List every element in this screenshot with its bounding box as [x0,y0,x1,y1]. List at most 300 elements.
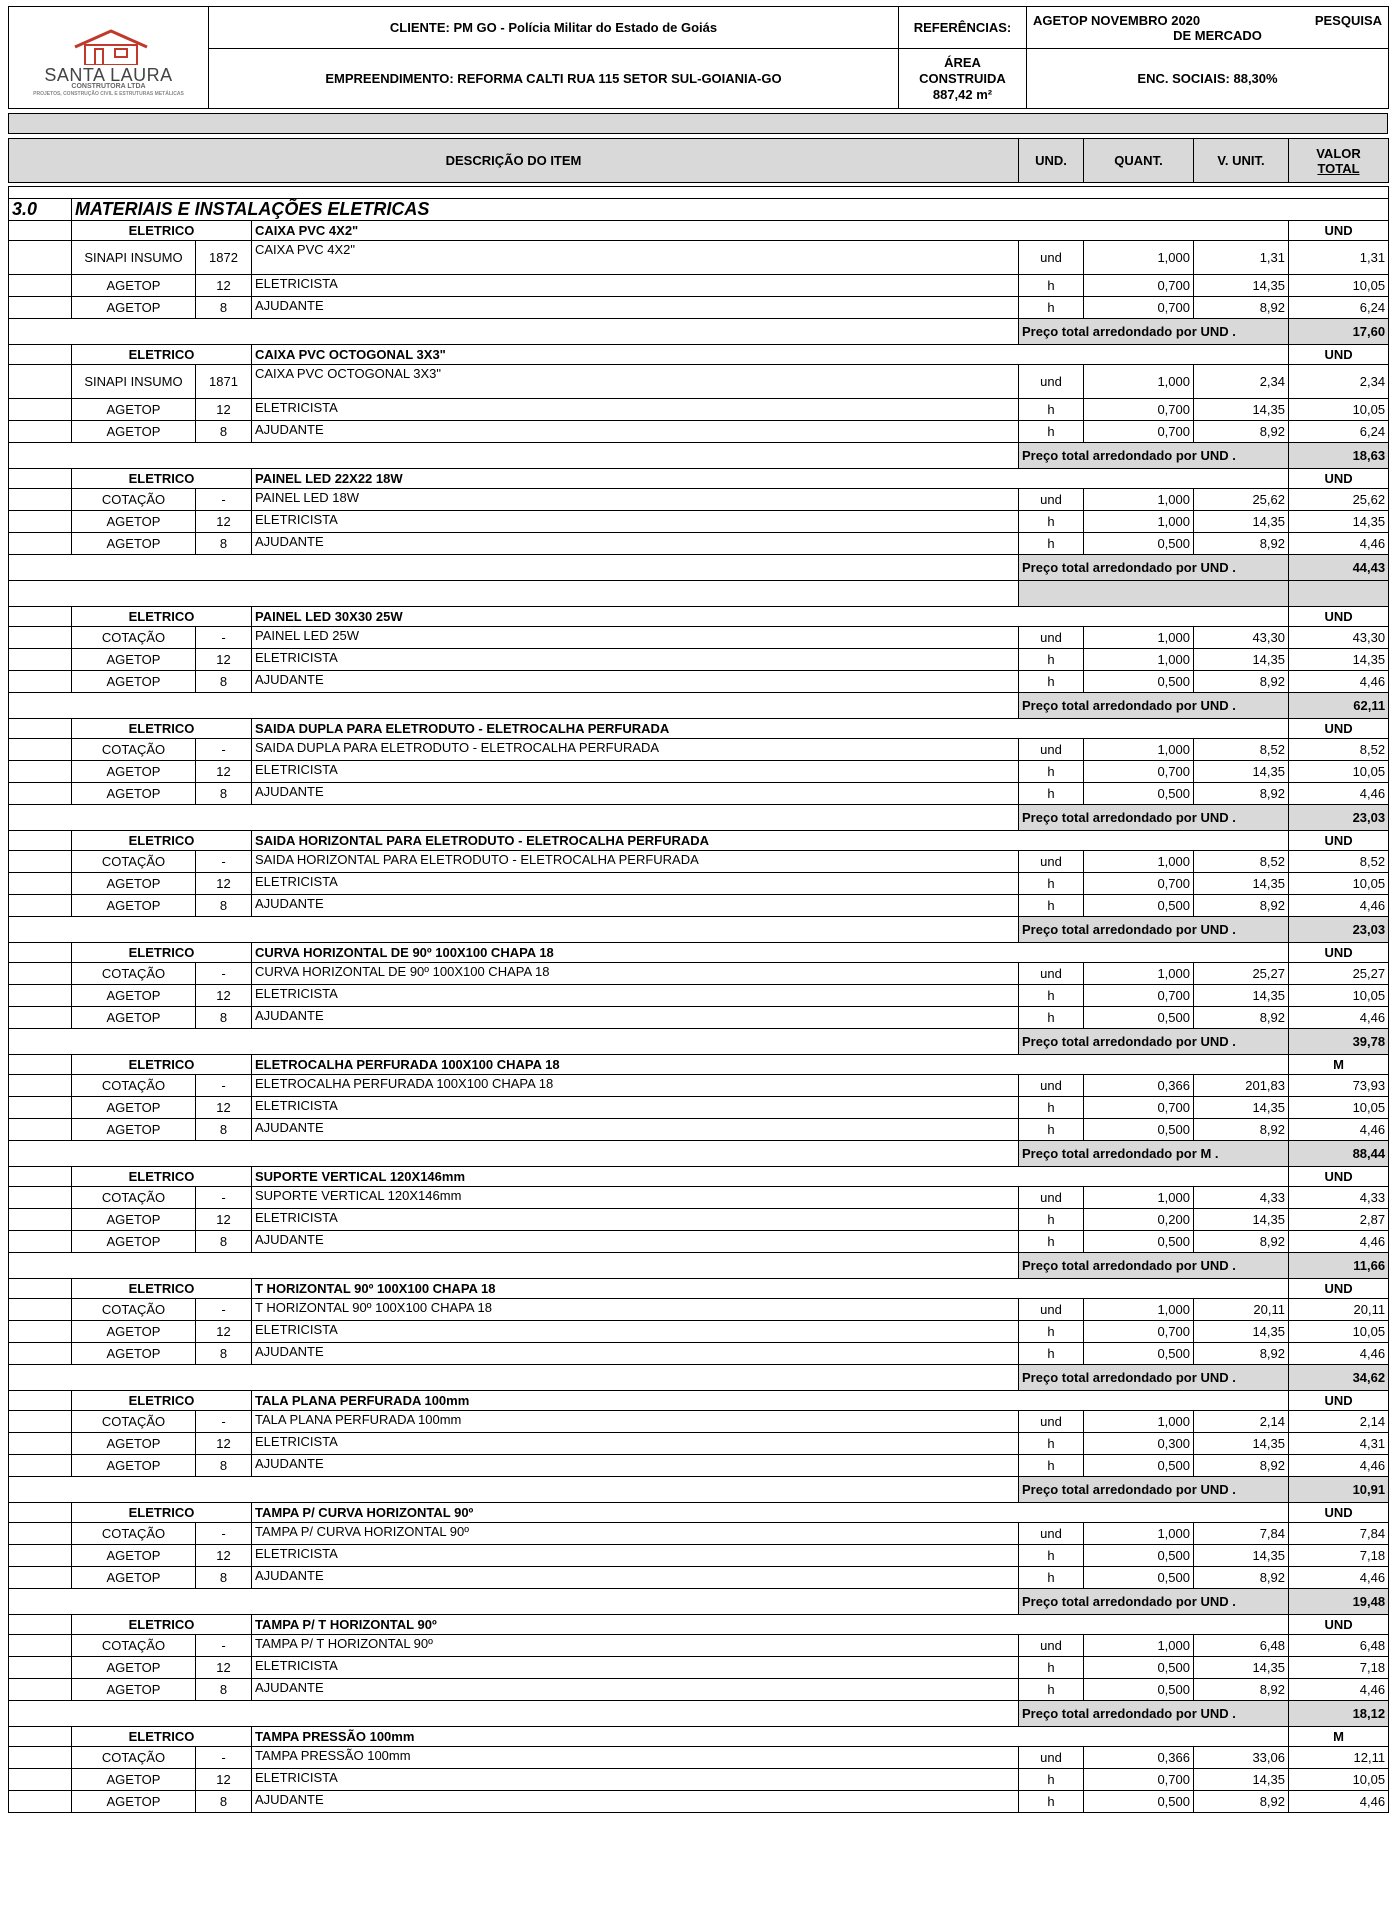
table-row [9,399,1389,421]
source-cell: COTAÇÃO [72,1747,196,1769]
blank-cell [9,275,72,297]
blank-cell [9,1279,72,1299]
unit-price-cell: 25,62 [1194,489,1289,511]
quantity-cell: 0,700 [1084,1097,1194,1119]
blank-cell [9,399,72,421]
item-title: SAIDA DUPLA PARA ELETRODUTO - ELETROCALHA PERFURADA [252,719,1289,739]
source-cell: AGETOP [72,985,196,1007]
unit-price-cell: 2,14 [1194,1411,1289,1433]
blank-cell [9,511,72,533]
unit-cell: h [1019,671,1084,693]
table-row [9,1209,1389,1231]
unit-cell: h [1019,1119,1084,1141]
description-cell: CURVA HORIZONTAL DE 90º 100X100 CHAPA 18 [252,963,1019,985]
description-cell: AJUDANTE [252,1567,1019,1589]
unit-price-cell: 8,92 [1194,421,1289,443]
total-row [9,917,1389,943]
source-cell: AGETOP [72,783,196,805]
references-label: REFERÊNCIAS: [899,7,1027,49]
total-row [9,443,1389,469]
description-cell: TALA PLANA PERFURADA 100mm [252,1411,1019,1433]
table-row [9,1455,1389,1477]
items-table [8,186,1389,1813]
blank-cell [9,1433,72,1455]
blank-cell [9,1503,72,1523]
table-row [9,1187,1389,1209]
total-label-unit: M . [1200,1146,1219,1161]
unit-cell: h [1019,511,1084,533]
unit-cell: h [1019,873,1084,895]
source-cell: COTAÇÃO [72,1187,196,1209]
description-cell: SAIDA DUPLA PARA ELETRODUTO - ELETROCALHA PERFURADA [252,739,1019,761]
unit-price-cell: 8,92 [1194,895,1289,917]
blank-cell [9,319,1019,345]
code-cell: - [196,489,252,511]
budget-sheet [8,6,1388,1813]
blank-cell [9,1657,72,1679]
item-header-row [9,831,1389,851]
item-category: ELETRICO [72,1279,252,1299]
blank-cell [9,489,72,511]
source-cell: AGETOP [72,873,196,895]
total-cell: 10,05 [1289,761,1389,783]
total-cell: 10,05 [1289,399,1389,421]
item-unit: UND [1289,719,1389,739]
total-cell: 20,11 [1289,1299,1389,1321]
table-row [9,1679,1389,1701]
total-label-prefix: Preço total arredondado por [1022,1370,1197,1385]
unit-price-cell: 14,35 [1194,985,1289,1007]
blank-cell [9,1231,72,1253]
blank-cell [9,1391,72,1411]
item-unit: UND [1289,1167,1389,1187]
description-cell: AJUDANTE [252,1455,1019,1477]
item-category: ELETRICO [72,1391,252,1411]
quantity-cell: 0,500 [1084,1007,1194,1029]
description-cell: AJUDANTE [252,1007,1019,1029]
unit-price-cell: 4,33 [1194,1187,1289,1209]
source-cell: AGETOP [72,649,196,671]
unit-cell: h [1019,1321,1084,1343]
quantity-cell: 0,500 [1084,783,1194,805]
total-cell: 10,05 [1289,1321,1389,1343]
total-label-prefix: Preço total arredondado por [1022,1146,1197,1161]
quantity-cell: 1,000 [1084,1635,1194,1657]
unit-cell: h [1019,1343,1084,1365]
source-cell: SINAPI INSUMO [72,241,196,275]
blank-cell [9,1455,72,1477]
blank-cell [9,783,72,805]
item-category: ELETRICO [72,1055,252,1075]
quantity-cell: 1,000 [1084,963,1194,985]
unit-cell: h [1019,783,1084,805]
blank-cell [9,1477,1019,1503]
total-cell: 4,46 [1289,1007,1389,1029]
source-cell: COTAÇÃO [72,627,196,649]
built-area [899,49,1027,109]
source-cell: AGETOP [72,511,196,533]
blank-cell [9,469,72,489]
total-row [9,1141,1389,1167]
code-cell: - [196,1747,252,1769]
unit-cell: h [1019,1545,1084,1567]
total-label [1019,555,1289,581]
total-label-unit: UND . [1200,1034,1236,1049]
total-cell: 4,46 [1289,1455,1389,1477]
item-title: TAMPA PRESSÃO 100mm [252,1727,1289,1747]
table-row [9,895,1389,917]
total-cell: 14,35 [1289,511,1389,533]
code-cell: - [196,739,252,761]
total-cell: 7,18 [1289,1657,1389,1679]
section-number: 3.0 [9,199,72,221]
description-cell: AJUDANTE [252,895,1019,917]
spacer-row [9,187,1389,199]
source-cell: AGETOP [72,1231,196,1253]
blank-cell [9,943,72,963]
code-cell: 12 [196,649,252,671]
description-cell: AJUDANTE [252,421,1019,443]
col-description: DESCRIÇÃO DO ITEM [9,139,1019,183]
code-cell: - [196,1411,252,1433]
unit-price-cell: 14,35 [1194,1097,1289,1119]
source-cell: COTAÇÃO [72,739,196,761]
item-category: ELETRICO [72,1615,252,1635]
blank-cell [9,831,72,851]
item-total-value: 44,43 [1289,555,1389,581]
gap-table [8,113,1388,134]
table-row [9,1119,1389,1141]
source-cell: COTAÇÃO [72,851,196,873]
column-header [8,138,1389,183]
item-total-value: 19,48 [1289,1589,1389,1615]
blank-cell [9,851,72,873]
blank-cell [9,1007,72,1029]
total-label [1019,1029,1289,1055]
blank-cell [9,555,1019,581]
code-cell: 8 [196,783,252,805]
source-cell: AGETOP [72,1679,196,1701]
reference-sources [1027,7,1389,49]
unit-cell: h [1019,1455,1084,1477]
quantity-cell: 0,500 [1084,1657,1194,1679]
code-cell: 12 [196,985,252,1007]
description-cell: ELETRICISTA [252,649,1019,671]
total-label-unit: UND . [1200,560,1236,575]
quantity-cell: 0,700 [1084,873,1194,895]
unit-price-cell: 25,27 [1194,963,1289,985]
table-row [9,783,1389,805]
source-cell: AGETOP [72,1097,196,1119]
blank-cell [9,1097,72,1119]
col-total [1289,139,1389,183]
table-row [9,1299,1389,1321]
blank-cell [9,895,72,917]
code-cell: - [196,1635,252,1657]
item-total-value: 88,44 [1289,1141,1389,1167]
table-row [9,671,1389,693]
item-unit: UND [1289,1279,1389,1299]
unit-price-cell: 8,92 [1194,533,1289,555]
blank-cell [9,671,72,693]
code-cell: 8 [196,533,252,555]
total-cell: 7,18 [1289,1545,1389,1567]
item-category: ELETRICO [72,831,252,851]
quantity-cell: 0,366 [1084,1075,1194,1097]
total-cell: 8,52 [1289,739,1389,761]
item-title: SUPORTE VERTICAL 120X146mm [252,1167,1289,1187]
code-cell: 8 [196,1679,252,1701]
item-total-value: 18,12 [1289,1701,1389,1727]
description-cell: ELETRICISTA [252,1097,1019,1119]
unit-price-cell: 201,83 [1194,1075,1289,1097]
description-cell: CAIXA PVC OCTOGONAL 3X3" [252,365,1019,399]
blank-cell [9,917,1019,943]
total-cell: 4,46 [1289,671,1389,693]
area-label-1: ÁREA [944,54,981,70]
project-name: EMPREENDIMENTO: REFORMA CALTI RUA 115 SETOR SUL-GOIANIA-GO [209,49,899,109]
total-label [1019,1141,1289,1167]
total-cell: 1,31 [1289,241,1389,275]
unit-cell: und [1019,1747,1084,1769]
description-cell: SAIDA HORIZONTAL PARA ELETRODUTO - ELETROCALHA PERFURADA [252,851,1019,873]
unit-cell: h [1019,1791,1084,1813]
total-cell: 12,11 [1289,1747,1389,1769]
description-cell: ELETRICISTA [252,873,1019,895]
reference-agetop: AGETOP NOVEMBRO 2020 [1033,12,1201,28]
item-title: T HORIZONTAL 90º 100X100 CHAPA 18 [252,1279,1289,1299]
total-label-unit: UND . [1200,922,1236,937]
total-cell: 25,62 [1289,489,1389,511]
item-unit: UND [1289,607,1389,627]
table-row [9,1769,1389,1791]
source-cell: AGETOP [72,895,196,917]
total-label [1019,1477,1289,1503]
description-cell: ELETRICISTA [252,1433,1019,1455]
blank-cell [9,963,72,985]
table-row [9,963,1389,985]
quantity-cell: 0,500 [1084,1567,1194,1589]
total-label-unit: UND . [1200,1258,1236,1273]
total-cell: 25,27 [1289,963,1389,985]
unit-price-cell: 8,92 [1194,1679,1289,1701]
item-total-value: 39,78 [1289,1029,1389,1055]
description-cell: AJUDANTE [252,1119,1019,1141]
reference-mercado: DE MERCADO [1173,27,1262,43]
code-cell: 8 [196,1007,252,1029]
blank-cell [9,443,1019,469]
item-category: ELETRICO [72,943,252,963]
total-cell: 4,31 [1289,1433,1389,1455]
blank-cell [1289,581,1389,607]
blank-cell [9,1545,72,1567]
item-title: CAIXA PVC OCTOGONAL 3X3" [252,345,1289,365]
quantity-cell: 1,000 [1084,241,1194,275]
unit-cell: h [1019,1433,1084,1455]
code-cell: 8 [196,671,252,693]
table-row [9,297,1389,319]
unit-cell: h [1019,297,1084,319]
source-cell: AGETOP [72,1209,196,1231]
item-total-value: 10,91 [1289,1477,1389,1503]
quantity-cell: 0,500 [1084,671,1194,693]
item-category: ELETRICO [72,719,252,739]
quantity-cell: 0,700 [1084,1769,1194,1791]
blank-cell [9,1567,72,1589]
table-row [9,489,1389,511]
description-cell: CAIXA PVC 4X2" [252,241,1019,275]
item-header-row [9,1391,1389,1411]
table-row [9,627,1389,649]
description-cell: ELETRICISTA [252,1209,1019,1231]
unit-price-cell: 8,52 [1194,739,1289,761]
total-label-prefix: Preço total arredondado por [1022,698,1197,713]
code-cell: 8 [196,421,252,443]
quantity-cell: 0,700 [1084,761,1194,783]
source-cell: AGETOP [72,1321,196,1343]
blank-cell [9,1029,1019,1055]
table-row [9,761,1389,783]
unit-cell: h [1019,1097,1084,1119]
item-header-row [9,1615,1389,1635]
blank-cell [9,1701,1019,1727]
source-cell: COTAÇÃO [72,1299,196,1321]
item-title: TAMPA P/ T HORIZONTAL 90º [252,1615,1289,1635]
total-label-prefix: Preço total arredondado por [1022,1594,1197,1609]
reference-pesquisa: PESQUISA [1314,12,1383,28]
item-header-row [9,1503,1389,1523]
description-cell: AJUDANTE [252,671,1019,693]
total-row [9,1253,1389,1279]
table-row [9,985,1389,1007]
total-label-prefix: Preço total arredondado por [1022,1258,1197,1273]
item-header-row [9,1279,1389,1299]
header-table [8,6,1389,109]
description-cell: ELETRICISTA [252,761,1019,783]
description-cell: AJUDANTE [252,1791,1019,1813]
unit-price-cell: 43,30 [1194,627,1289,649]
source-cell: SINAPI INSUMO [72,365,196,399]
source-cell: AGETOP [72,297,196,319]
description-cell: ELETRICISTA [252,1545,1019,1567]
unit-price-cell: 8,92 [1194,1791,1289,1813]
total-row [9,1589,1389,1615]
item-unit: UND [1289,469,1389,489]
table-row [9,1545,1389,1567]
item-category: ELETRICO [72,345,252,365]
unit-price-cell: 8,92 [1194,1231,1289,1253]
code-cell: 12 [196,1097,252,1119]
code-cell: 12 [196,1657,252,1679]
item-unit: UND [1289,345,1389,365]
quantity-cell: 1,000 [1084,739,1194,761]
unit-price-cell: 14,35 [1194,1433,1289,1455]
code-cell: - [196,851,252,873]
table-row [9,365,1389,399]
blank-cell [9,1727,72,1747]
blank-cell [9,1635,72,1657]
total-label-unit: UND . [1200,1706,1236,1721]
logo-tagline: PROJETOS, CONSTRUÇÃO CIVIL E ESTRUTURAS METÁLICAS [33,90,184,97]
blank-cell [9,607,72,627]
quantity-cell: 1,000 [1084,1187,1194,1209]
blank-cell [9,985,72,1007]
area-label-2: CONSTRUIDA [919,70,1006,86]
code-cell: 12 [196,1321,252,1343]
blank-cell [9,297,72,319]
source-cell: COTAÇÃO [72,1075,196,1097]
blank-cell [9,1055,72,1075]
blank-cell [9,1365,1019,1391]
item-title: ELETROCALHA PERFURADA 100X100 CHAPA 18 [252,1055,1289,1075]
quantity-cell: 1,000 [1084,1411,1194,1433]
description-cell: AJUDANTE [252,1231,1019,1253]
quantity-cell: 0,500 [1084,895,1194,917]
item-unit: UND [1289,1391,1389,1411]
unit-cell: und [1019,1187,1084,1209]
table-row [9,1007,1389,1029]
total-label-unit: UND . [1200,1482,1236,1497]
total-label [1019,1253,1289,1279]
source-cell: AGETOP [72,1545,196,1567]
unit-cell: h [1019,533,1084,555]
table-row [9,1657,1389,1679]
code-cell: 12 [196,399,252,421]
table-row [9,1411,1389,1433]
unit-cell: und [1019,489,1084,511]
unit-price-cell: 6,48 [1194,1635,1289,1657]
table-row [9,511,1389,533]
item-category: ELETRICO [72,607,252,627]
description-cell: ELETRICISTA [252,985,1019,1007]
blank-cell [9,627,72,649]
description-cell: ELETRICISTA [252,1657,1019,1679]
total-cell: 2,34 [1289,365,1389,399]
blank-cell [9,421,72,443]
total-label-prefix: Preço total arredondado por [1022,922,1197,937]
blank-cell [9,1615,72,1635]
total-cell: 4,46 [1289,783,1389,805]
code-cell: 12 [196,1209,252,1231]
blank-cell [9,1747,72,1769]
unit-cell: und [1019,1635,1084,1657]
total-cell: 2,87 [1289,1209,1389,1231]
quantity-cell: 0,300 [1084,1433,1194,1455]
blank-cell [9,1769,72,1791]
total-cell: 10,05 [1289,275,1389,297]
total-label [1019,805,1289,831]
total-label [1019,443,1289,469]
quantity-cell: 1,000 [1084,1299,1194,1321]
unit-price-cell: 14,35 [1194,511,1289,533]
source-cell: AGETOP [72,421,196,443]
unit-price-cell: 2,34 [1194,365,1289,399]
source-cell: AGETOP [72,533,196,555]
item-unit: UND [1289,1503,1389,1523]
blank-cell [9,1299,72,1321]
code-cell: 8 [196,1231,252,1253]
unit-cell: h [1019,985,1084,1007]
description-cell: TAMPA P/ CURVA HORIZONTAL 90º [252,1523,1019,1545]
unit-price-cell: 14,35 [1194,1209,1289,1231]
total-label [1019,693,1289,719]
item-unit: UND [1289,943,1389,963]
description-cell: AJUDANTE [252,297,1019,319]
description-cell: AJUDANTE [252,533,1019,555]
quantity-cell: 1,000 [1084,627,1194,649]
blank-cell [9,1167,72,1187]
table-row [9,1791,1389,1813]
